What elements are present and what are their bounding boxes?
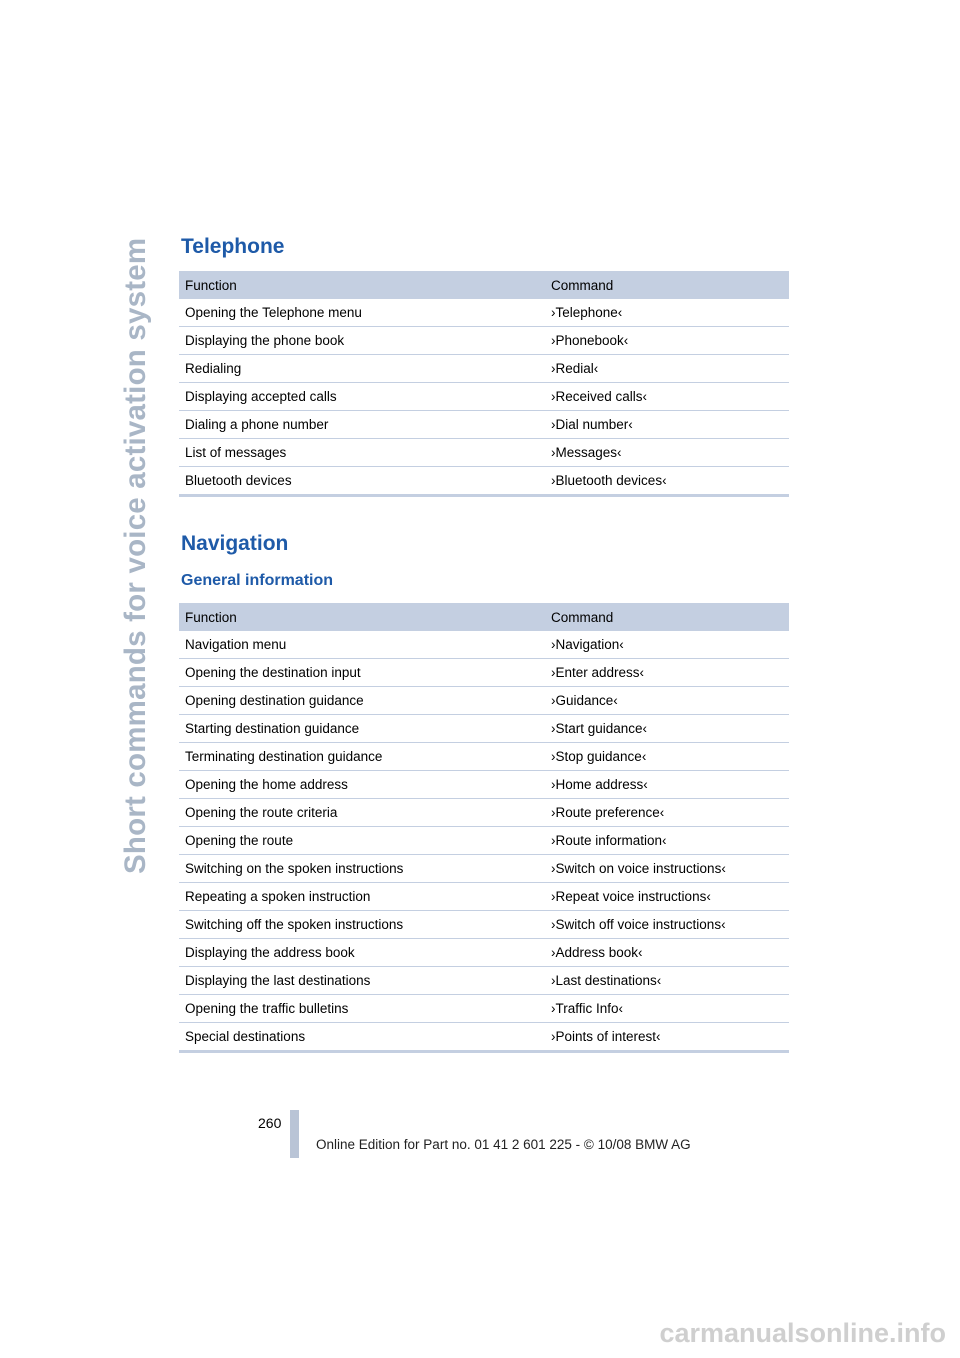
function-cell: Navigation menu [179, 631, 545, 659]
function-cell: Opening the route criteria [179, 799, 545, 827]
table-row [179, 911, 789, 939]
footer-divider-bar [290, 1110, 299, 1158]
command-cell: ›Start guidance‹ [545, 715, 789, 743]
table-row [179, 687, 789, 715]
navigation-heading: Navigation [181, 532, 289, 555]
function-cell: Starting destination guidance [179, 715, 545, 743]
table-row [179, 715, 789, 743]
table-row [179, 855, 789, 883]
column-header-function: Function [179, 603, 545, 631]
watermark-logo: carmanualsonline.info [659, 1318, 946, 1348]
table-row [179, 967, 789, 995]
table-row [179, 327, 789, 355]
command-cell: ›Received calls‹ [545, 383, 789, 411]
function-cell: Switching off the spoken instructions [179, 911, 545, 939]
function-cell: Opening the Telephone menu [179, 299, 545, 327]
command-cell: ›Messages‹ [545, 439, 789, 467]
table-row [179, 383, 789, 411]
command-cell: ›Route preference‹ [545, 799, 789, 827]
edition-note: Online Edition for Part no. 01 41 2 601 225 - © 10/08 BMW AG [316, 1137, 691, 1152]
column-header-command: Command [545, 271, 789, 299]
table-row [179, 799, 789, 827]
column-header-function: Function [179, 271, 545, 299]
command-cell: ›Guidance‹ [545, 687, 789, 715]
column-header-command: Command [545, 603, 789, 631]
side-chapter-title [117, 234, 157, 874]
table-row [179, 659, 789, 687]
command-cell: ›Home address‹ [545, 771, 789, 799]
command-cell: ›Last destinations‹ [545, 967, 789, 995]
command-cell: ›Redial‹ [545, 355, 789, 383]
command-cell: ›Enter address‹ [545, 659, 789, 687]
navigation-table-body [179, 631, 789, 1052]
function-cell: Repeating a spoken instruction [179, 883, 545, 911]
command-cell: ›Points of interest‹ [545, 1023, 789, 1052]
page-number: 260 [258, 1115, 282, 1131]
table-row [179, 883, 789, 911]
function-cell: Dialing a phone number [179, 411, 545, 439]
command-cell: ›Address book‹ [545, 939, 789, 967]
command-cell: ›Traffic Info‹ [545, 995, 789, 1023]
table-row [179, 939, 789, 967]
table-header-row [179, 271, 789, 299]
command-cell: ›Telephone‹ [545, 299, 789, 327]
function-cell: Opening the home address [179, 771, 545, 799]
command-cell: ›Bluetooth devices‹ [545, 467, 789, 496]
function-cell: Displaying the address book [179, 939, 545, 967]
table-row [179, 1023, 789, 1052]
command-cell: ›Dial number‹ [545, 411, 789, 439]
table-row [179, 411, 789, 439]
function-cell: Displaying the last destinations [179, 967, 545, 995]
command-cell: ›Route information‹ [545, 827, 789, 855]
navigation-commands-table [179, 603, 789, 1053]
function-cell: Opening destination guidance [179, 687, 545, 715]
command-cell: ›Switch on voice instructions‹ [545, 855, 789, 883]
function-cell: List of messages [179, 439, 545, 467]
table-row [179, 743, 789, 771]
command-cell: ›Phonebook‹ [545, 327, 789, 355]
table-row [179, 631, 789, 659]
function-cell: Bluetooth devices [179, 467, 545, 496]
command-cell: ›Stop guidance‹ [545, 743, 789, 771]
general-information-subheading: General information [181, 572, 334, 589]
function-cell: Terminating destination guidance [179, 743, 545, 771]
function-cell: Opening the route [179, 827, 545, 855]
function-cell: Switching on the spoken instructions [179, 855, 545, 883]
function-cell: Displaying accepted calls [179, 383, 545, 411]
table-row [179, 299, 789, 327]
table-row [179, 467, 789, 496]
table-row [179, 995, 789, 1023]
telephone-commands-table [179, 271, 789, 497]
command-cell: ›Navigation‹ [545, 631, 789, 659]
telephone-heading: Telephone [181, 235, 285, 258]
table-row [179, 439, 789, 467]
function-cell: Special destinations [179, 1023, 545, 1052]
command-cell: ›Repeat voice instructions‹ [545, 883, 789, 911]
function-cell: Opening the destination input [179, 659, 545, 687]
command-cell: ›Switch off voice instructions‹ [545, 911, 789, 939]
function-cell: Redialing [179, 355, 545, 383]
table-header-row [179, 603, 789, 631]
table-row [179, 771, 789, 799]
table-row [179, 355, 789, 383]
telephone-table-body [179, 299, 789, 496]
function-cell: Displaying the phone book [179, 327, 545, 355]
table-row [179, 827, 789, 855]
function-cell: Opening the traffic bulletins [179, 995, 545, 1023]
side-chapter-title-text: Short commands for voice activation system [119, 237, 152, 874]
